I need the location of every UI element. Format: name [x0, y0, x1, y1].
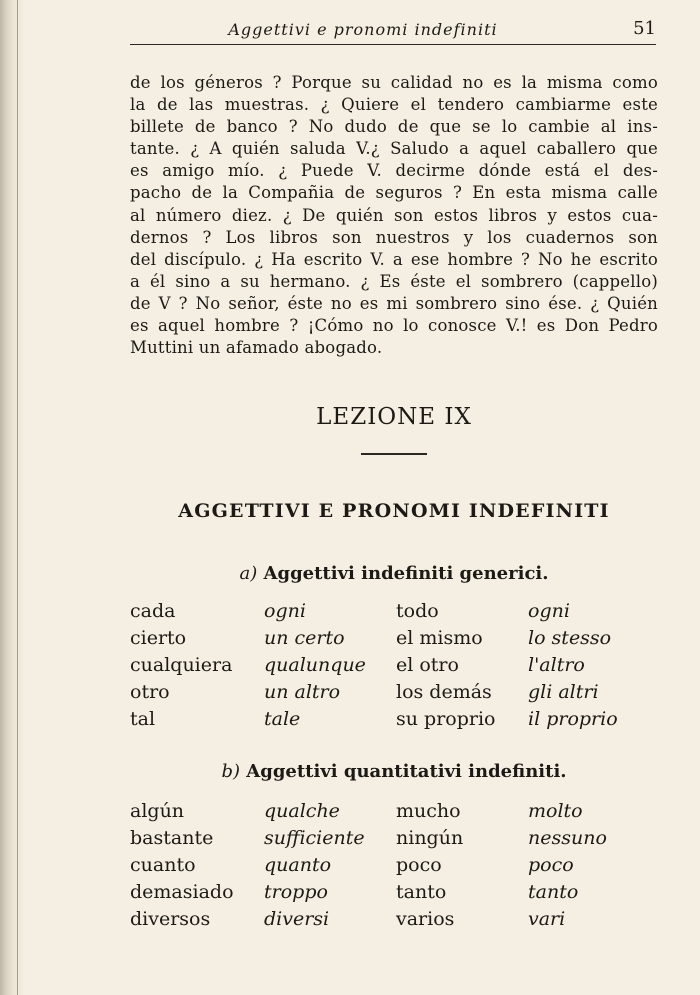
vocab-table-quantitative — [130, 800, 670, 935]
spanish-term: poco — [396, 854, 442, 876]
vocab-row — [130, 881, 670, 908]
text-line: es aquel hombre ? ¡Cómo no lo conosce V.! es Don Pedro — [130, 316, 658, 336]
subsection-a-heading — [130, 563, 658, 584]
spanish-term: el mismo — [396, 627, 483, 649]
spanish-term: bastante — [130, 827, 214, 849]
italian-term: tale — [264, 708, 301, 730]
subsection-marker: a) — [239, 563, 258, 584]
italian-term: lo stesso — [528, 627, 612, 649]
page-number: 51 — [633, 18, 656, 39]
italian-term: diversi — [264, 908, 330, 930]
vocab-row — [130, 654, 670, 681]
italian-term: ogni — [264, 600, 306, 622]
exercise-paragraph — [130, 72, 658, 359]
text-line: billete de banco ? No dudo de que se lo cambie al ins- — [130, 117, 658, 137]
italian-term: un altro — [264, 681, 341, 703]
text-line: tante. ¿ A quién saluda V.¿ Saludo a aquel caballero que — [130, 139, 658, 159]
title-divider — [361, 453, 427, 455]
spanish-term: algún — [130, 800, 185, 822]
vocab-row — [130, 854, 670, 881]
italian-term: nessuno — [528, 827, 607, 849]
italian-term: poco — [528, 854, 574, 876]
spanish-term: tanto — [396, 881, 447, 903]
text-line: de los géneros ? Porque su calidad no es la misma como — [130, 73, 658, 92]
subsection-title: Aggettivi quantitativi indefiniti. — [246, 761, 567, 782]
text-line: dernos ? Los libros son nuestros y los cuadernos son — [130, 227, 658, 247]
text-line: la de las muestras. ¿ Quiere el tendero cambiarme este — [130, 95, 658, 115]
vocab-row — [130, 908, 670, 935]
italian-term: qualche — [264, 800, 340, 822]
spanish-term: cierto — [130, 627, 187, 649]
italian-term: troppo — [264, 881, 328, 903]
text-line: de V ? No señor, éste no es mi sombrero sino ése. ¿ Quién — [130, 293, 658, 313]
italian-term: l'altro — [528, 654, 585, 676]
spanish-term: el otro — [396, 654, 459, 676]
italian-term: quanto — [264, 854, 332, 876]
spanish-term: tal — [130, 708, 156, 730]
italian-term: ogni — [528, 600, 570, 622]
vocab-table-generic — [130, 600, 670, 735]
text-line: del discípulo. ¿ Ha escrito V. a ese hombre ? No he escrito — [130, 249, 658, 269]
spanish-term: cuanto — [130, 854, 196, 876]
spanish-term: diversos — [130, 908, 211, 930]
lesson-title: LEZIONE IX — [316, 404, 472, 430]
italian-term: il proprio — [528, 708, 618, 730]
vocab-row — [130, 681, 670, 708]
italian-term: vari — [528, 908, 566, 930]
spanish-term: cada — [130, 600, 176, 622]
spanish-term: los demás — [396, 681, 492, 703]
italian-term: molto — [528, 800, 583, 822]
text-line: Muttini un afamado abogado. — [130, 338, 383, 358]
spanish-term: su proprio — [396, 708, 496, 730]
spanish-term: todo — [396, 600, 439, 622]
spanish-term: demasiado — [130, 881, 234, 903]
vocab-row — [130, 708, 670, 735]
running-title: Aggettivi e pronomi indefiniti — [228, 20, 498, 39]
spanish-term: ningún — [396, 827, 464, 849]
page-header — [130, 14, 656, 45]
subsection-marker: b) — [221, 761, 240, 782]
italian-term: sufficiente — [264, 827, 365, 849]
subsection-b-heading — [130, 761, 658, 782]
text-line: es amigo mío. ¿ Puede V. decirme dónde está el des- — [130, 161, 658, 181]
text-line: a él sino a su hermano. ¿ Es éste el sombrero (cappello) — [130, 271, 658, 291]
spanish-term: varios — [396, 908, 455, 930]
text-line: pacho de la Compañia de seguros ? En esta misma calle — [130, 183, 658, 203]
italian-term: qualunque — [264, 654, 366, 676]
spanish-term: mucho — [396, 800, 461, 822]
vocab-row — [130, 800, 670, 827]
vocab-row — [130, 827, 670, 854]
vocab-row — [130, 627, 670, 654]
page-binding-edge — [0, 0, 26, 995]
text-line: al número diez. ¿ De quién son estos libros y estos cua- — [130, 205, 658, 225]
italian-term: gli altri — [528, 681, 599, 703]
spanish-term: otro — [130, 681, 170, 703]
subsection-title: Aggettivi indefiniti generici. — [263, 563, 549, 584]
spanish-term: cualquiera — [130, 654, 233, 676]
section-title: AGGETTIVI E PRONOMI INDEFINITI — [178, 500, 610, 522]
italian-term: tanto — [528, 881, 579, 903]
italian-term: un certo — [264, 627, 345, 649]
vocab-row — [130, 600, 670, 627]
